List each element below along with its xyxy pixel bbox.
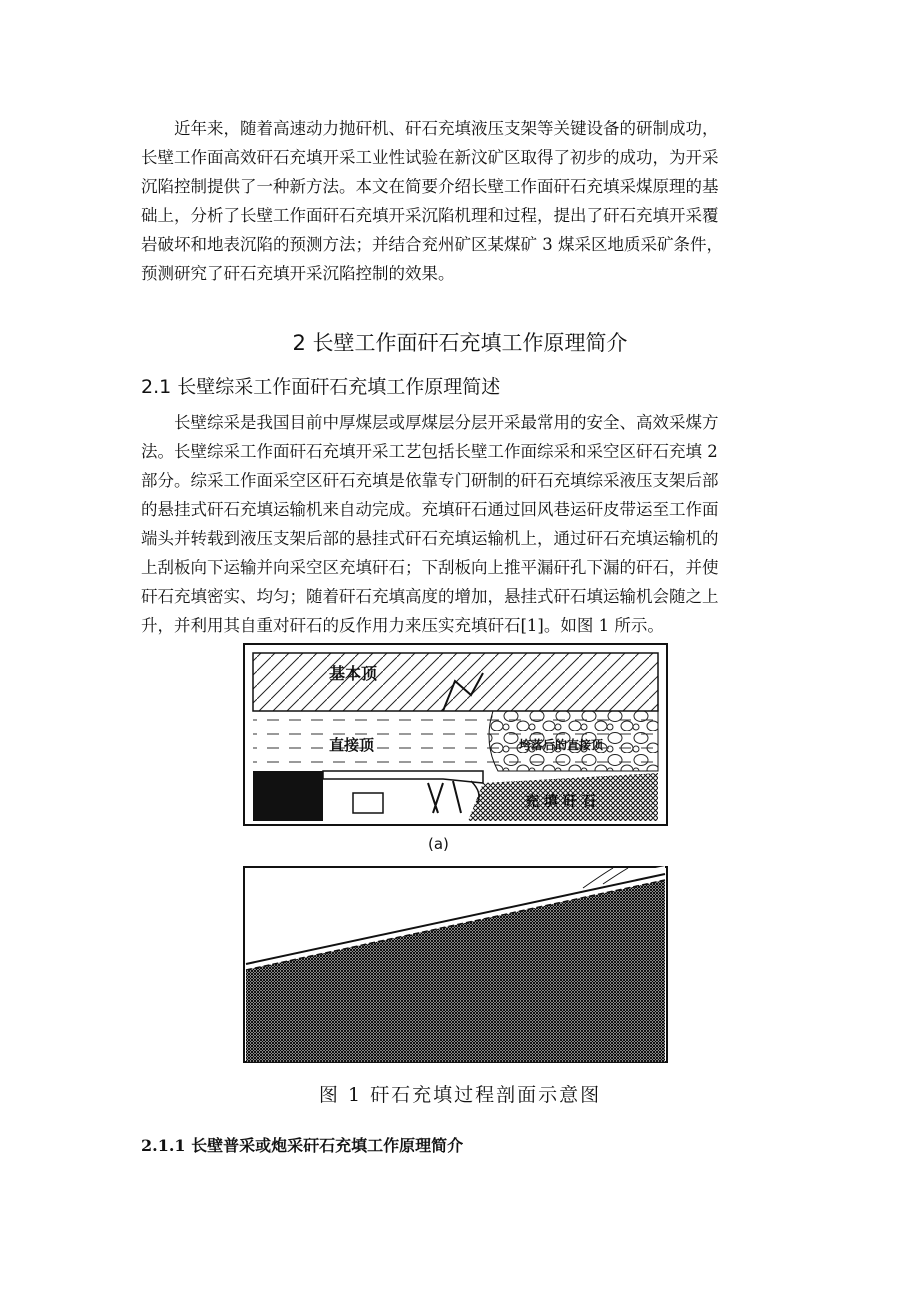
text-line: 升，并利用其自重对矸石的反作用力来压实充填矸石[1]。如图 1 所示。: [141, 616, 664, 635]
text-line: 岩破坏和地表沉陷的预测方法；并结合兖州矿区某煤矿 3 煤采区地质采矿条件，: [141, 235, 723, 254]
label-backfill: 充 填 矸 石: [525, 794, 596, 810]
text-line: 的悬挂式矸石充填运输机来自动完成。充填矸石通过回风巷运矸皮带运至工作面: [141, 500, 719, 519]
label-caved-roof: 垮落后的直接顶: [519, 738, 604, 752]
text-line: 沉陷控制提供了一种新方法。本文在简要介绍长壁工作面矸石充填采煤原理的基: [141, 177, 719, 196]
text-line: 上刮板向下运输并向采空区充填矸石；下刮板向上推平漏矸孔下漏的矸石，并使: [141, 558, 719, 577]
text-line: 近年来，随着高速动力抛矸机、矸石充填液压支架等关键设备的研制成功，: [174, 119, 719, 138]
label-immediate-roof: 直接顶: [329, 736, 375, 754]
text-line: 长壁综采是我国目前中厚煤层或厚煤层分层开采最常用的安全、高效采煤方: [174, 413, 719, 432]
text-line: 长壁工作面高效矸石充填开采工业性试验在新汶矿区取得了初步的成功，为开采: [141, 148, 719, 167]
subsubsection-heading: 2.1.1 长壁普采或炮采矸石充填工作原理简介: [141, 1136, 464, 1155]
text-line: 部分。综采工作面采空区矸石充填是依靠专门研制的矸石充填综采液压支架后部: [141, 471, 719, 490]
figure-panel-b: [243, 866, 668, 1063]
panel-a-caption: (a): [428, 835, 449, 853]
label-main-roof: 基本顶: [329, 664, 378, 683]
subsection-heading: 2.1 长壁综采工作面矸石充填工作原理简述: [141, 376, 501, 398]
figure-panel-a: [243, 643, 668, 826]
text-line: 矸石充填密实、均匀；随着矸石充填高度的增加，悬挂式矸石填运输机会随之上: [141, 587, 719, 606]
body-paragraph: [141, 408, 781, 640]
figure-caption: 图 1 矸石充填过程剖面示意图: [318, 1084, 602, 1106]
text-line: 预测研究了矸石充填开采沉陷控制的效果。: [141, 264, 455, 283]
section-heading: 2 长壁工作面矸石充填工作原理简介: [292, 331, 628, 355]
intro-paragraph: [141, 114, 781, 288]
text-line: 法。长壁综采工作面矸石充填开采工艺包括长壁工作面综采和采空区矸石充填 2: [141, 442, 718, 461]
text-line: 础上，分析了长壁工作面矸石充填开采沉陷机理和过程，提出了矸石充填开采覆: [141, 206, 719, 225]
text-line: 端头并转载到液压支架后部的悬挂式矸石充填运输机上，通过矸石充填运输机的: [141, 529, 719, 548]
coal-seam: [253, 771, 323, 821]
